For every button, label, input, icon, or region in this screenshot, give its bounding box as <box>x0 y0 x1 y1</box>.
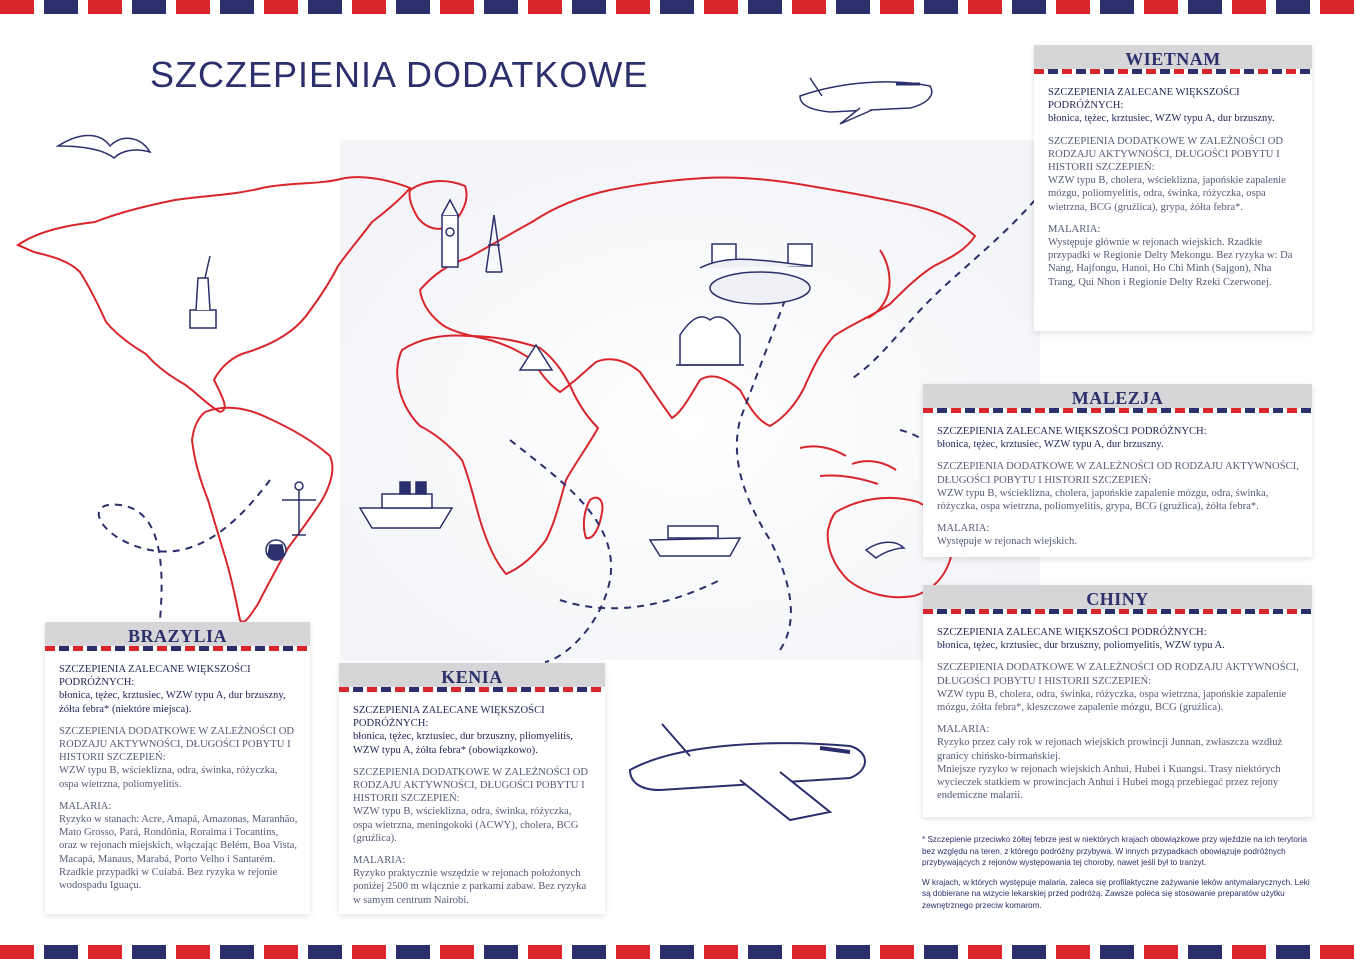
soccer-ball-icon <box>266 540 286 560</box>
card-title: WIETNAM <box>1034 45 1312 69</box>
recommended-list: błonica, tężec, krztusiec, dur brzuszny, poliomyelitis, WZW typu A. <box>937 640 1225 652</box>
recommended-heading: SZCZEPIENIA ZALECANE WIĘKSZOŚCI PODRÓŻNYCH: <box>937 426 1207 437</box>
footnote <box>922 834 1314 920</box>
recommended-list: błonica, tężec, krztusiec, WZW typu A, dur brzuszny. <box>1048 113 1275 125</box>
malaria-text: Ryzyko w stanach: Acre, Amapá, Amazonas, Maranhão, Mato Grosso, Pará, Rondônia, Roraima i Tocantins, oraz w rejonach miejskich, włączając Belém, Boa Vista, Macapá, Manaus, Marabá, Porto Velho i Santarém. Rzadkie przypadki w Cuiabá. Bez ryzyka w rejonie wodospadu Iguaçu. <box>59 814 298 892</box>
card-brazylia <box>45 622 310 914</box>
malaria-heading: MALARIA: <box>59 800 112 812</box>
additional-list: WZW typu B, wścieklizna, odra, świnka, różyczka, ospa wietrzna, poliomyelitis. <box>59 765 278 790</box>
additional-heading: SZCZEPIENIA DODATKOWE W ZALEŻNOŚCI OD RODZAJU AKTYWNOŚCI, DŁUGOŚCI POBYTU I HISTORII SZCZEPIEŃ: <box>59 725 295 764</box>
recommended-heading: SZCZEPIENIA ZALECANE WIĘKSZOŚCI PODRÓŻNYCH: <box>59 664 251 689</box>
recommended-list: błonica, tężec, krztusiec, dur brzuszny, pliomyelitis, WZW typu A, żółta febra* (obowiązkowo). <box>353 731 573 756</box>
additional-heading: SZCZEPIENIA DODATKOWE W ZALEŻNOŚCI OD RODZAJU AKTYWNOŚCI, DŁUGOŚCI POBYTU I HISTORII SZCZEPIEŃ: <box>353 766 589 805</box>
recommended-heading: SZCZEPIENIA ZALECANE WIĘKSZOŚCI PODRÓŻNYCH: <box>937 627 1207 638</box>
malaria-text: Ryzyko przez cały rok w rejonach wiejskich prowincji Junnan, zwłaszcza wzdłuż granicy chińsko-birmańskiej. <box>937 737 1283 762</box>
additional-heading: SZCZEPIENIA DODATKOWE W ZALEŻNOŚCI OD RODZAJU AKTYWNOŚCI, DŁUGOŚCI POBYTU I HISTORII SZCZEPIEŃ: <box>937 662 1299 687</box>
footnote-yellow-fever: * Szczepienie przeciwko żółtej febrze jest w niektórych krajach obowiązkowe przy wjeździe na ich terytoria bez względu na teren, z którego podróżny przybywa. W innych przypadkach obowiązuje podróżnych przybywających z rejonów występowania tej choroby, nawet jeśli był to tranzyt. <box>922 835 1307 868</box>
card-malezja <box>923 384 1312 557</box>
malaria-text: Występuje w rejonach wiejskich. <box>937 536 1077 548</box>
recommended-heading: SZCZEPIENIA ZALECANE WIĘKSZOŚCI PODRÓŻNYCH: <box>353 705 545 730</box>
plane-bottom <box>630 724 865 820</box>
card-title: KENIA <box>339 663 605 687</box>
additional-list: WZW typu B, wścieklizna, odra, świnka, różyczka, ospa wietrzna, meningokoki (ACWY), cholera, BCG (gruźlica). <box>353 806 579 844</box>
landmark-statue-of-liberty <box>190 256 216 328</box>
malaria-text: Występuje głównie w rejonach wiejskich. Rzadkie przypadki w Regionie Delty Mekongu. Bez ryzyka w: Da Nang, Hajfongu, Hanoi, Ho Chi Minh (Sajgon), Nha Trang, Qui Nhon i Regionie Delty Rzeki Czerwonej. <box>1048 237 1293 288</box>
card-wietnam <box>1034 45 1312 331</box>
landmark-christ-redeemer <box>282 482 316 535</box>
plane-top <box>800 78 932 124</box>
continent-south-america <box>192 408 332 622</box>
additional-heading: SZCZEPIENIA DODATKOWE W ZALEŻNOŚCI OD RODZAJU AKTYWNOŚCI, DŁUGOŚCI POBYTU I HISTORII SZCZEPIEŃ: <box>937 461 1299 486</box>
card-title: MALEZJA <box>923 384 1312 408</box>
card-chiny <box>923 585 1312 817</box>
seagull <box>58 136 150 159</box>
recommended-heading: SZCZEPIENIA ZALECANE WIĘKSZOŚCI PODRÓŻNYCH: <box>1048 87 1240 112</box>
recommended-list: błonica, tężec, krztusiec, WZW typu A, dur brzuszny. <box>937 439 1164 451</box>
landmark-big-ben <box>442 200 458 267</box>
additional-list: WZW typu B, cholera, odra, świnka, różyczka, ospa wietrzna, japońskie zapalenie mózgu, żółta febra*, kleszczowe zapalenie mózgu, BCG (gruźlica). <box>937 688 1287 714</box>
malaria-heading: MALARIA: <box>937 523 990 535</box>
footnote-malaria: W krajach, w których występuje malaria, zaleca się profilaktyczne zażywanie leków antymalarycznych. Leki są dobierane na wizycie lekarskiej przed podróżą. Zawsze poleca się stosowanie preparatów użytku zewnętrznego przeciw komarom. <box>922 877 1310 910</box>
card-title: CHINY <box>923 585 1312 609</box>
malaria-text-2: Mniejsze ryzyko w rejonach wiejskich Anhui, Hubei i Kuangsi. Trasy niektórych wycieczek statkiem w prowincjach Anhui i Hubei mogą przebiegać przez rejony endemiczne malarii. <box>937 763 1281 802</box>
additional-heading: SZCZEPIENIA DODATKOWE W ZALEŻNOŚCI OD RODZAJU AKTYWNOŚCI, DŁUGOŚCI POBYTU I HISTORII SZCZEPIEŃ: <box>1048 135 1284 174</box>
additional-list: WZW typu B, wścieklizna, cholera, japońskie zapalenie mózgu, odra, świnka, różyczka, ospa wietrzna, poliomyelitis, grypa, BCG (gruźlica), żółta febra*. <box>937 487 1269 513</box>
card-title: BRAZYLIA <box>45 622 310 646</box>
malaria-heading: MALARIA: <box>1048 223 1101 235</box>
additional-list: WZW typu B, cholera, wścieklizna, japońskie zapalenie mózgu, poliomyelitis, odra, świnka, różyczka, ospa wietrzna, BCG (gruźlica), grypa, żółta febra*. <box>1048 175 1286 213</box>
recommended-list: błonica, tężec, krztusiec, WZW typu A, dur brzuszny, żółta febra* (niektóre miejsca). <box>59 690 286 715</box>
page-title: SZCZEPIENIA DODATKOWE <box>150 54 649 95</box>
malaria-heading: MALARIA: <box>937 724 990 736</box>
route-5 <box>99 480 270 620</box>
malaria-heading: MALARIA: <box>353 855 406 867</box>
malaria-text: Ryzyko praktycznie wszędzie w rejonach położonych poniżej 2500 m włącznie z parkami zabaw. Bez ryzyka w samym centrum Nairobi. <box>353 868 587 906</box>
card-kenia <box>339 663 605 914</box>
